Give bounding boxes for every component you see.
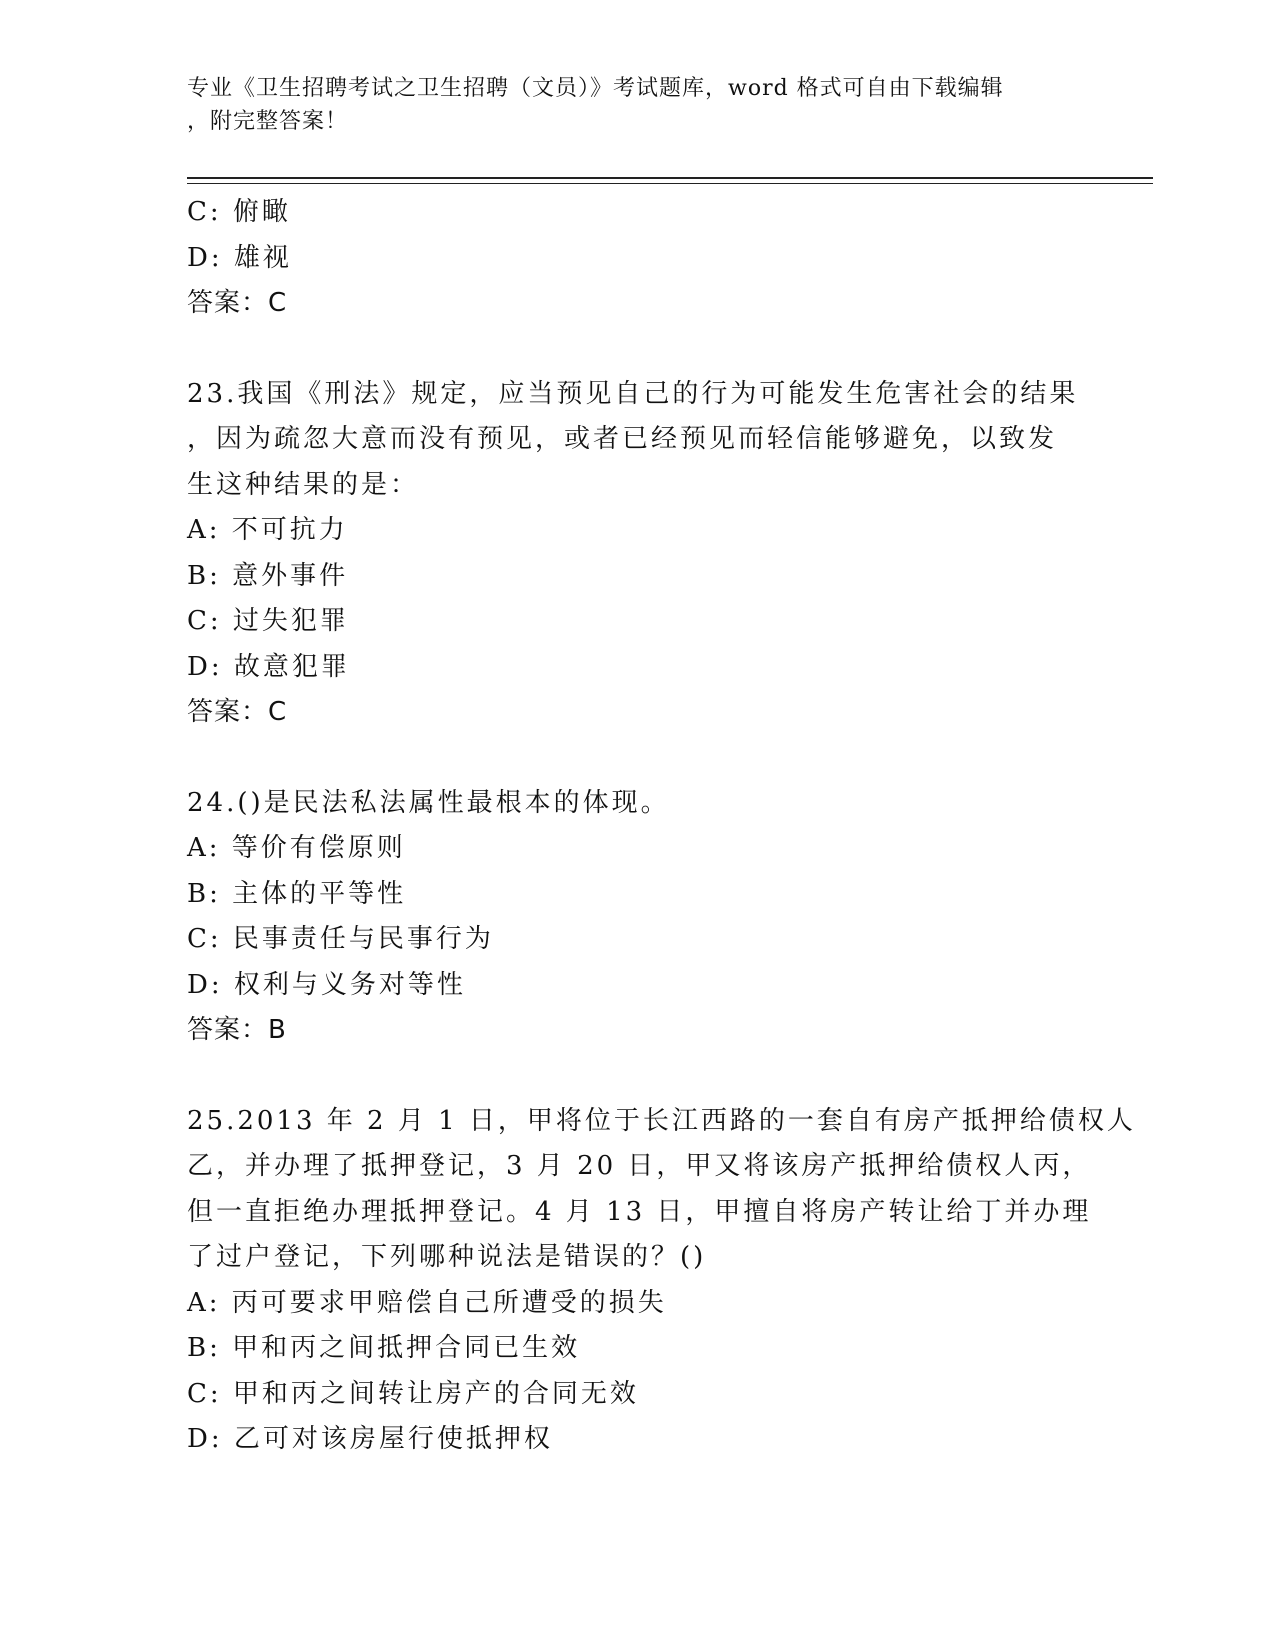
option-c: C: 甲和丙之间转让房产的合同无效 — [187, 1378, 639, 1409]
option-d: D: 故意犯罪 — [187, 651, 350, 682]
answer: 答案：C — [187, 288, 288, 318]
question-25 — [187, 1099, 1136, 1463]
question-22-tail — [187, 190, 1087, 327]
option-a: A: 不可抗力 — [187, 515, 348, 545]
question-stem: 乙，并办理了抵押登记，3 月 20 日，甲又将该房产抵押给债权人丙， — [187, 1151, 1092, 1181]
question-23 — [187, 372, 1087, 736]
header-rule-thin — [187, 183, 1153, 184]
answer: 答案：B — [187, 1015, 287, 1045]
option-c: C: 俯瞰 — [187, 197, 291, 227]
document-body — [187, 190, 1136, 1463]
option-b: B: 主体的平等性 — [187, 878, 407, 909]
header-line-1: 专业《卫生招聘考试之卫生招聘（文员）》考试题库，word 格式可自由下载编辑 — [187, 76, 1004, 101]
option-d: D: 权利与义务对等性 — [187, 969, 466, 1000]
option-b: B: 甲和丙之间抵押合同已生效 — [187, 1333, 581, 1363]
option-d: D: 乙可对该房屋行使抵押权 — [187, 1424, 553, 1454]
question-stem: 24.()是民法私法属性最根本的体现。 — [187, 787, 670, 818]
document-header — [187, 72, 1067, 138]
question-stem: 了过户登记，下列哪种说法是错误的？() — [187, 1242, 707, 1272]
header-line-2: ，附完整答案！ — [187, 109, 349, 134]
answer: 答案：C — [187, 697, 288, 727]
option-c: C: 过失犯罪 — [187, 606, 349, 636]
option-b: B: 意外事件 — [187, 560, 349, 591]
question-stem: 25.2013 年 2 月 1 日，甲将位于长江西路的一套自有房产抵押给债权人 — [187, 1105, 1136, 1136]
question-stem: 生这种结果的是： — [187, 469, 420, 500]
question-24 — [187, 781, 1087, 1054]
question-stem: 23.我国《刑法》规定，应当预见自己的行为可能发生危害社会的结果 — [187, 378, 1079, 409]
question-stem: ，因为疏忽大意而没有预见，或者已经预见而轻信能够避免，以致发 — [187, 424, 1058, 454]
question-stem: 但一直拒绝办理抵押登记。4 月 13 日，甲擅自将房产转让给丁并办理 — [187, 1196, 1092, 1227]
option-d: D: 雄视 — [187, 242, 292, 273]
option-a: A: 等价有偿原则 — [187, 833, 406, 863]
option-a: A: 丙可要求甲赔偿自己所遭受的损失 — [187, 1287, 667, 1318]
option-c: C: 民事责任与民事行为 — [187, 924, 494, 954]
header-rule-thick — [187, 177, 1153, 179]
